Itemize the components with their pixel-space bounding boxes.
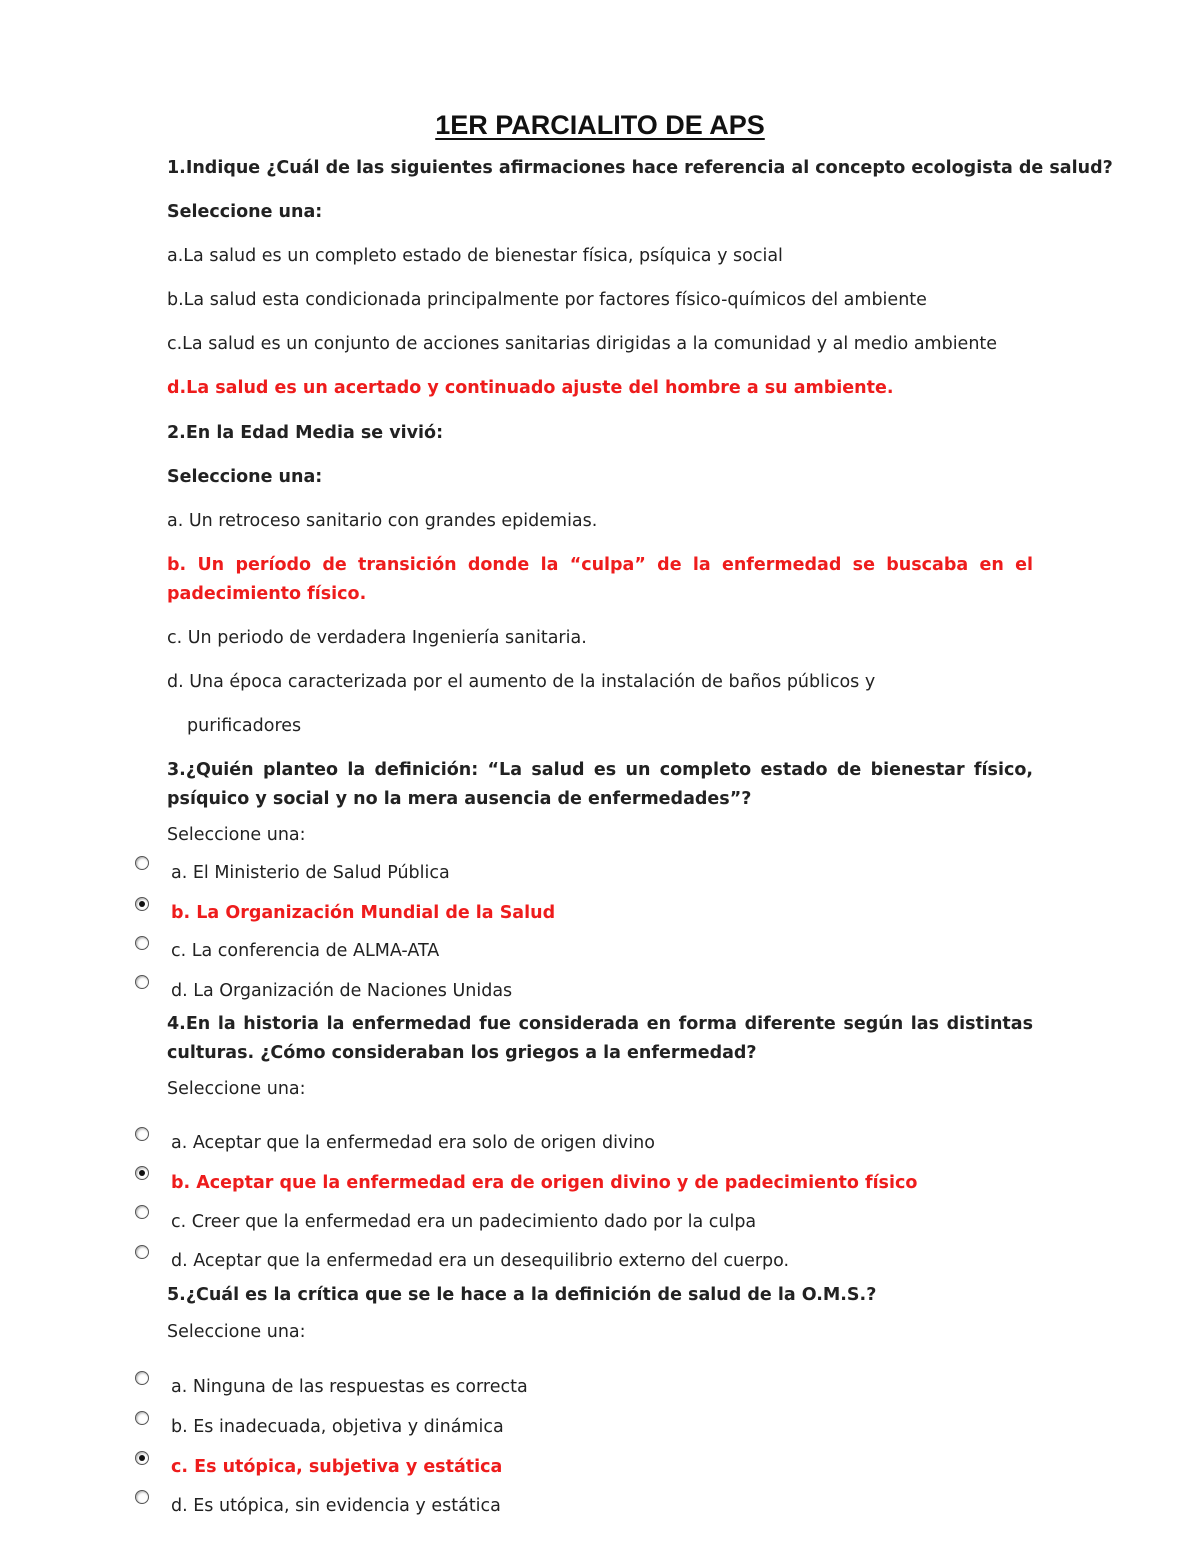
q4-option-b-answer: b. Aceptar que la enfermedad era de origen divino y de padecimiento físico [171,1173,918,1193]
q2-option-a: a. Un retroceso sanitario con grandes epidemias. [167,511,598,531]
question-5: 5.¿Cuál es la crítica que se le hace a la definición de salud de la O.M.S.? [167,1285,877,1305]
q3-option-d: d. La Organización de Naciones Unidas [171,981,513,1001]
q5-radio-c-selected[interactable] [135,1451,149,1465]
q3-option-a: a. El Ministerio de Salud Pública [171,863,450,883]
q5-option-a: a. Ninguna de las respuestas es correcta [171,1377,528,1397]
q4-radio-a[interactable] [135,1127,149,1141]
question-2: 2.En la Edad Media se vivió: [167,423,444,443]
q4-radio-d[interactable] [135,1245,149,1259]
q2-option-d: d. Una época caracterizada por el aumento de la instalación de baños públicos y [167,672,876,692]
select-label-4: Seleccione una: [167,1079,306,1099]
q3-radio-a[interactable] [135,856,149,870]
question-1: 1.Indique ¿Cuál de las siguientes afirmaciones hace referencia al concepto ecologista de salud? [167,158,1113,178]
q4-option-c: c. Creer que la enfermedad era un padecimiento dado por la culpa [171,1212,757,1232]
q3-option-b-answer: b. La Organización Mundial de la Salud [171,903,556,923]
q1-option-b: b.La salud esta condicionada principalmente por factores físico-químicos del ambiente [167,290,927,310]
q1-option-c: c.La salud es un conjunto de acciones sanitarias dirigidas a la comunidad y al medio ambiente [167,334,998,354]
select-label-1: Seleccione una: [167,202,323,222]
q4-option-d: d. Aceptar que la enfermedad era un desequilibrio externo del cuerpo. [171,1251,790,1271]
question-3: 3.¿Quién planteo la definición: “La salud es un completo estado de bienestar físico, psíquico y social y no la mera ausencia de enfermedades”? [167,760,1033,809]
document-title: 1ER PARCIALITO DE APS [435,110,765,140]
q5-radio-a[interactable] [135,1371,149,1385]
select-label-2: Seleccione una: [167,467,323,487]
q3-option-c: c. La conferencia de ALMA-ATA [171,941,440,961]
q1-option-d-answer: d.La salud es un acertado y continuado ajuste del hombre a su ambiente. [167,378,894,398]
select-label-5: Seleccione una: [167,1322,306,1342]
q1-option-a: a.La salud es un completo estado de bienestar física, psíquica y social [167,246,783,266]
q4-option-a: a. Aceptar que la enfermedad era solo de origen divino [171,1133,655,1153]
q4-radio-c[interactable] [135,1205,149,1219]
q5-radio-b[interactable] [135,1411,149,1425]
q5-radio-d[interactable] [135,1490,149,1504]
q5-option-c-answer: c. Es utópica, subjetiva y estática [171,1457,503,1477]
q3-radio-c[interactable] [135,936,149,950]
q3-radio-b-selected[interactable] [135,897,149,911]
q5-option-d: d. Es utópica, sin evidencia y estática [171,1496,501,1516]
q4-radio-b-selected[interactable] [135,1166,149,1180]
q2-option-b-answer: b. Un período de transición donde la “culpa” de la enfermedad se buscaba en el padecimiento físico. [167,555,1033,604]
q5-option-b: b. Es inadecuada, objetiva y dinámica [171,1417,504,1437]
question-4: 4.En la historia la enfermedad fue considerada en forma diferente según las distintas culturas. ¿Cómo consideraban los griegos a la enfermedad? [167,1014,1033,1063]
q3-radio-d[interactable] [135,975,149,989]
select-label-3: Seleccione una: [167,825,306,845]
q2-option-c: c. Un periodo de verdadera Ingeniería sanitaria. [167,628,587,648]
q2-option-d-continuation: purificadores [187,716,302,736]
